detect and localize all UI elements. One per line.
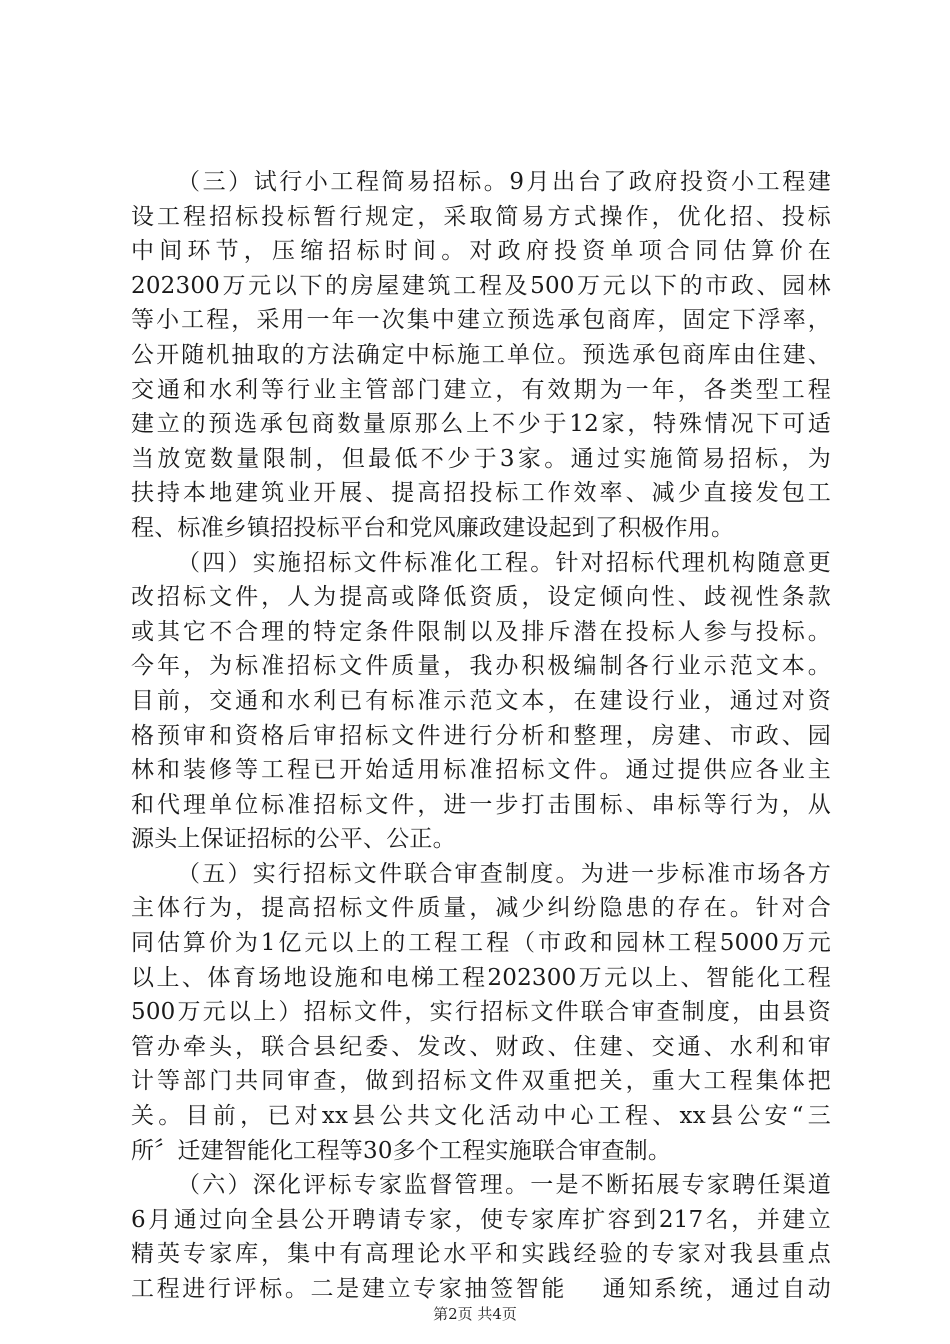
paragraph-line: 建立的预选承包商数量原那么上不少于12家，特殊情况下可适: [131, 411, 831, 438]
paragraph-line: 计等部门共同审查，做到招标文件双重把关，重大工程集体把: [131, 1068, 831, 1095]
paragraph-line: 目前，交通和水利已有标准示范文本，在建设行业，通过对资: [131, 687, 831, 714]
body-text: [131, 165, 831, 1307]
paragraph-line: 源头上保证招标的公平、公正。: [131, 826, 456, 853]
paragraph-line: 当放宽数量限制，但最低不少于3家。通过实施简易招标，为: [131, 445, 831, 472]
paragraph-line: 同估算价为1亿元以上的工程工程（市政和园林工程5000万元: [131, 930, 831, 957]
paragraph-line: 改招标文件，人为提高或降低资质，设定倾向性、歧视性条款: [131, 584, 831, 611]
paragraph-line: 中间环节，压缩招标时间。对政府投资单项合同估算价在: [131, 238, 831, 265]
paragraph-line: 主体行为，提高招标文件质量，减少纠纷隐患的存在。针对合: [131, 895, 831, 922]
paragraph-line: 500万元以上）招标文件，实行招标文件联合审查制度，由县资: [131, 999, 831, 1026]
paragraph-line: 等小工程，采用一年一次集中建立预选承包商库，固定下浮率，: [131, 307, 831, 334]
paragraph-line: 程、标准乡镇招投标平台和党风廉政建设起到了积极作用。: [131, 514, 735, 541]
paragraph-line: 扶持本地建筑业开展、提高招投标工作效率、减少直接发包工: [131, 480, 831, 507]
paragraph-line: 公开随机抽取的方法确定中标施工单位。预选承包商库由住建、: [131, 341, 831, 368]
paragraph-line: 林和装修等工程已开始适用标准招标文件。通过提供应各业主: [131, 757, 831, 784]
paragraph-line: 格预审和资格后审招标文件进行分析和整理，房建、市政、园: [131, 722, 831, 749]
page-number-footer: 第2页 共4页: [433, 1305, 517, 1323]
paragraph-line: 设工程招标投标暂行规定，采取简易方式操作，优化招、投标: [131, 203, 831, 230]
paragraph-line: 关。目前，已对xx县公共文化活动中心工程、xx县公安“三: [131, 1103, 831, 1130]
paragraph-line: 管办牵头，联合县纪委、发改、财政、住建、交通、水利和审: [131, 1033, 831, 1060]
paragraph-line: 或其它不合理的特定条件限制以及排斥潜在投标人参与投标。: [131, 618, 831, 645]
paragraph-line: （五）实行招标文件联合审查制度。为进一步标准市场各方: [177, 860, 831, 887]
paragraph-line: （四）实施招标文件标准化工程。针对招标代理机构随意更: [177, 549, 831, 576]
paragraph-line: 和代理单位标准招标文件，进一步打击围标、串标等行为，从: [131, 791, 831, 818]
paragraph-line: （六）深化评标专家监督管理。一是不断拓展专家聘任渠道: [177, 1172, 831, 1199]
paragraph-line: 交通和水利等行业主管部门建立，有效期为一年，各类型工程: [131, 376, 831, 403]
paragraph-line: 6月通过向全县公开聘请专家，使专家库扩容到217名，并建立: [131, 1206, 831, 1233]
paragraph-line: 精英专家库，集中有高理论水平和实践经验的专家对我县重点: [131, 1241, 831, 1268]
paragraph-line: （三）试行小工程简易招标。9月出台了政府投资小工程建: [177, 169, 831, 195]
paragraph-line: 今年，为标准招标文件质量，我办积极编制各行业示范文本。: [131, 653, 831, 680]
paragraph-line: 工程进行评标。二是建立专家抽签智能 通知系统，通过自动: [131, 1276, 831, 1302]
paragraph-line: 所〞迁建智能化工程等30多个工程实施联合审查制。: [131, 1137, 672, 1164]
paragraph-line: 以上、体育场地设施和电梯工程202300万元以上、智能化工程: [131, 964, 831, 991]
paragraph-line: 202300万元以下的房屋建筑工程及500万元以下的市政、园林: [131, 272, 831, 299]
